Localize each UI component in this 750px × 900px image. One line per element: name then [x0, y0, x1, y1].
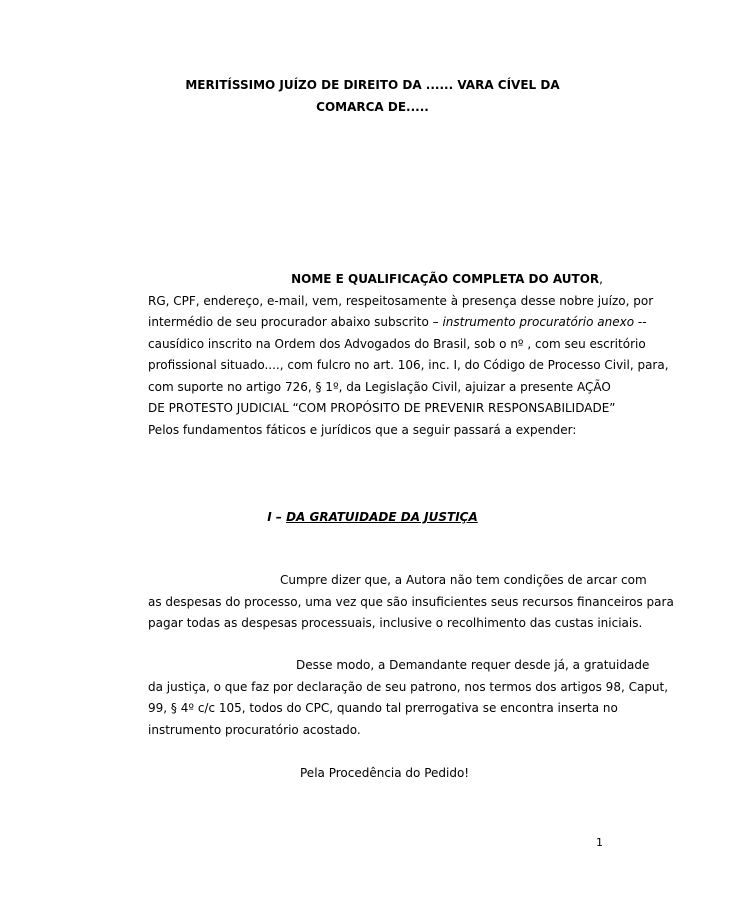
p2-line-2: da justiça, o que faz por declaração de seu patrono, nos termos dos artigos 98, Caput,: [148, 679, 669, 694]
intro-paragraph: [148, 269, 669, 441]
section-title: I – DA GRATUIDADE DA JUSTIÇA: [267, 510, 478, 524]
page-number: 1: [596, 836, 603, 849]
intro-line-6: com suporte no artigo 726, § 1º, da Legislação Civil, ajuizar a presente AÇÃO: [148, 379, 611, 394]
paragraph-1: [148, 570, 674, 635]
p1-line-2: as despesas do processo, uma vez que são insuficientes seus recursos financeiros para: [148, 594, 674, 609]
p2-line-4: instrumento procuratório acostado.: [148, 722, 361, 737]
p1-line-3: pagar todas as despesas processuais, inclusive o recolhimento das custas iniciais.: [148, 616, 643, 630]
intro-line-5: profissional situado...., com fulcro no art. 106, inc. I, do Código de Processo Civil, para,: [148, 358, 669, 372]
paragraph-2: [148, 655, 669, 741]
intro-line-7: DE PROTESTO JUDICIAL “COM PROPÓSITO DE PREVENIR RESPONSABILIDADE”: [148, 401, 616, 415]
intro-line-8: Pelos fundamentos fáticos e jurídicos que a seguir passará a expender:: [148, 422, 577, 437]
section-title-text: DA GRATUIDADE DA JUSTIÇA: [286, 510, 478, 524]
closing-request: Pela Procedência do Pedido!: [300, 766, 470, 780]
author-name: NOME E QUALIFICAÇÃO COMPLETA DO AUTOR: [291, 272, 600, 286]
intro-line-4: causídico inscrito na Ordem dos Advogados do Brasil, sob o nº , com seu escritório: [148, 336, 646, 351]
court-header-line-2: COMARCA DE.....: [316, 100, 429, 114]
intro-line-1: NOME E QUALIFICAÇÃO COMPLETA DO AUTOR,: [291, 272, 603, 286]
intro-line-2: RG, CPF, endereço, e-mail, vem, respeitosamente à presença desse nobre juízo, por: [148, 293, 654, 308]
court-header-line-1: MERITÍSSIMO JUÍZO DE DIREITO DA ...... VARA CÍVEL DA: [185, 78, 560, 92]
p1-line-1: Cumpre dizer que, a Autora não tem condições de arcar com: [280, 573, 647, 587]
intro-line-3: intermédio de seu procurador abaixo subscrito – instrumento procuratório anexo --: [148, 315, 647, 329]
p2-line-3: 99, § 4º c/c 105, todos do CPC, quando tal prerrogativa se encontra inserta no: [148, 701, 618, 715]
p2-line-1: Desse modo, a Demandante requer desde já, a gratuidade: [296, 658, 650, 672]
